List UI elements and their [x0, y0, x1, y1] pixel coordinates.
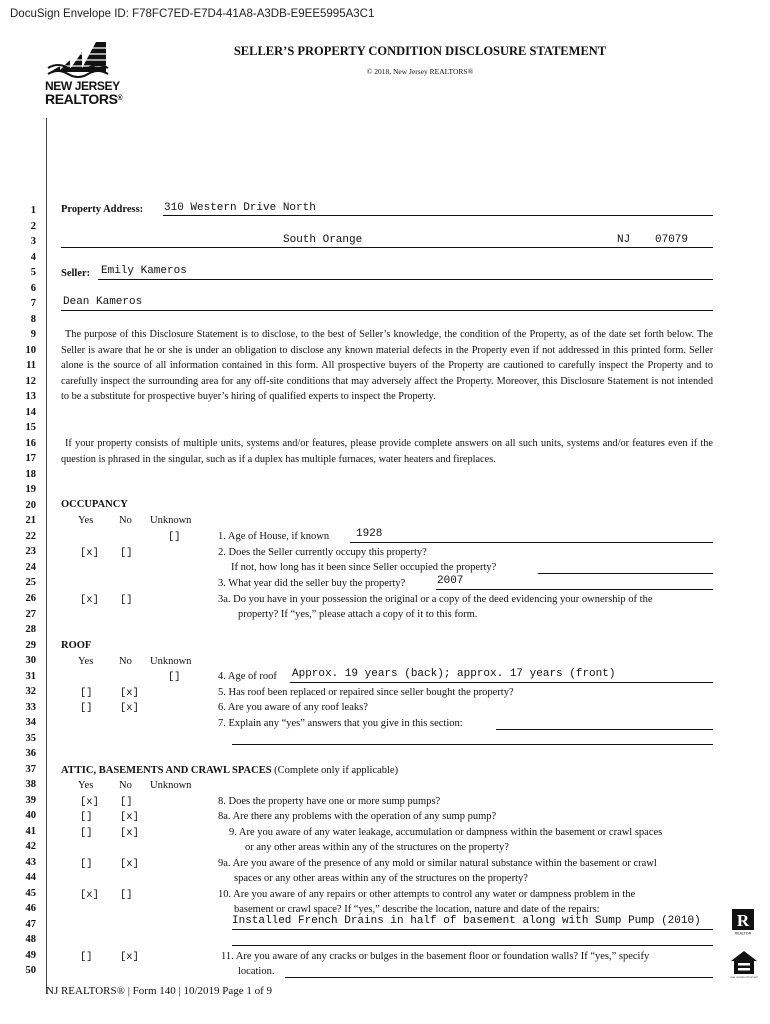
q2-label: 2. Does the Seller currently occupy this property? [218, 547, 427, 558]
line-number: 22 [25, 530, 36, 542]
q8-yes-checkbox[interactable]: [x] [80, 796, 99, 808]
margin-rule [46, 118, 47, 994]
line-number: 40 [25, 810, 36, 822]
line-number: 16 [25, 437, 36, 449]
line-number: 36 [25, 748, 36, 760]
attic-col-unknown: Unknown [150, 780, 192, 791]
seller-field-line[interactable] [98, 268, 713, 280]
city-value: South Orange [283, 234, 363, 246]
q3a-yes-checkbox[interactable]: [x] [80, 594, 99, 606]
envelope-id: DocuSign Envelope ID: F78FC7ED-E7D4-41A8-A3DB-E9EE5995A3C1 [10, 8, 375, 20]
q4-label: 4. Age of roof [218, 671, 277, 682]
logo-text: NEW JERSEY REALTORS® [45, 79, 123, 107]
line-number: 32 [25, 686, 36, 698]
line-number: 43 [25, 856, 36, 868]
line-number: 2 [30, 220, 36, 232]
attic-col-no: No [119, 780, 132, 791]
property-address-value: 310 Western Drive North [164, 202, 316, 214]
q3-label: 3. What year did the seller buy the property? [218, 578, 406, 589]
line-number: 34 [25, 717, 36, 729]
line-number: 20 [25, 499, 36, 511]
q5-no-checkbox[interactable]: [x] [120, 687, 139, 699]
q3a2-label: property? If “yes,” please attach a copy of it to this form. [238, 609, 478, 620]
line-number: 9 [30, 329, 36, 341]
line-number: 47 [25, 918, 36, 930]
line-number: 26 [25, 593, 36, 604]
line-number: 28 [25, 624, 36, 636]
seller1-value: Emily Kameros [101, 265, 187, 277]
line-number: 42 [25, 841, 36, 853]
col-unknown: Unknown [150, 515, 192, 526]
multiunit-paragraph: If your property consists of multiple units, systems and/or features, please provide complete answers on all such units, systems and/or features even if the question is phrased in the singular, such as if a duplex has multiple furnaces, water heaters and fireplaces. [61, 438, 713, 465]
q8a-yes-checkbox[interactable]: [] [80, 811, 93, 823]
line-number: 39 [25, 794, 36, 806]
seller2-field-line[interactable] [61, 299, 713, 311]
q3a-no-checkbox[interactable]: [] [120, 594, 133, 606]
line-number: 18 [25, 468, 36, 480]
q3-field-line[interactable] [436, 578, 713, 590]
q6-label: 6. Are you aware of any roof leaks? [218, 702, 368, 713]
attic-heading-note: (Complete only if applicable) [274, 765, 399, 776]
line-number: 50 [25, 965, 36, 977]
roof-col-unknown: Unknown [150, 656, 192, 667]
q7-field-line-2[interactable] [232, 733, 713, 745]
q10-value: Installed French Drains in half of basement along with Sump Pump (2010) [232, 915, 701, 927]
line-number: 35 [25, 732, 36, 744]
svg-text:R: R [736, 911, 750, 930]
occupancy-heading: OCCUPANCY [61, 499, 128, 510]
equal-housing-caption: EQUAL HOUSING OPPORTUNITY [730, 976, 758, 978]
q1-unknown-checkbox[interactable]: [] [168, 531, 181, 543]
q1-field-line[interactable] [350, 531, 713, 543]
line-number: 41 [25, 825, 36, 837]
q11-yes-checkbox[interactable]: [] [80, 951, 93, 963]
line-number: 5 [30, 267, 36, 279]
line-number: 11 [26, 360, 36, 372]
line-number: 13 [25, 391, 36, 403]
q1-label: 1. Age of House, if known [218, 531, 330, 542]
line-number: 27 [25, 608, 36, 620]
line-number: 33 [25, 701, 36, 713]
line-number: 21 [25, 515, 36, 527]
q10-field-line-2[interactable] [232, 934, 713, 946]
q5-label: 5. Has roof been replaced or repaired since seller bought the property? [218, 687, 514, 698]
q4-unknown-checkbox[interactable]: [] [168, 671, 181, 683]
line-number: 46 [25, 903, 36, 915]
q11-no-checkbox[interactable]: [x] [120, 951, 139, 963]
roof-col-no: No [119, 656, 132, 667]
property-address-label: Property Address: [61, 204, 144, 215]
line-number: 1 [30, 205, 36, 216]
line-number: 12 [25, 375, 36, 387]
q2b-label: If not, how long has it been since Seller occupied the property? [231, 562, 497, 573]
q11b-label: location. [238, 966, 275, 977]
line-number: 23 [25, 546, 36, 558]
q10b-label: basement or crawl space? If “yes,” describe the location, nature and date of the repairs: [234, 904, 600, 915]
q10-no-checkbox[interactable]: [] [120, 889, 133, 901]
line-number: 31 [25, 670, 36, 682]
q9a2-label: spaces or any other areas within any of the structures on the property? [234, 873, 528, 884]
q6-no-checkbox[interactable]: [x] [120, 702, 139, 714]
q9-no-checkbox[interactable]: [x] [120, 827, 139, 839]
line-number: 10 [25, 344, 36, 356]
line-number: 8 [30, 313, 36, 325]
realtor-r-icon [732, 909, 754, 935]
line-number: 48 [25, 934, 36, 946]
q11-field-line[interactable] [285, 966, 713, 978]
q2b-field-line[interactable] [538, 562, 713, 574]
q9-yes-checkbox[interactable]: [] [80, 827, 93, 839]
q2-yes-checkbox[interactable]: [x] [80, 547, 99, 559]
line-number: 19 [25, 484, 36, 496]
q8-label: 8. Does the property have one or more sump pumps? [218, 796, 441, 807]
footer: NJ REALTORS® | Form 140 | 10/2019 Page 1 of 9 [46, 985, 273, 997]
line-number: 44 [25, 872, 36, 884]
col-yes: Yes [78, 515, 94, 526]
q3-value: 2007 [437, 575, 464, 587]
q7-label: 7. Explain any “yes” answers that you give in this section: [218, 718, 463, 729]
q8a-no-checkbox[interactable]: [x] [120, 811, 139, 823]
roof-col-yes: Yes [78, 656, 94, 667]
seller-label: Seller: [61, 268, 91, 279]
q8a-label: 8a. Are there any problems with the operation of any sump pump? [218, 811, 497, 822]
line-number: 15 [25, 422, 36, 434]
line-number: 24 [25, 561, 36, 573]
attic-col-yes: Yes [78, 780, 94, 791]
q10-label: 10. Are you aware of any repairs or other attempts to control any water or dampness problem in the [218, 889, 636, 900]
line-number: 3 [30, 236, 36, 248]
line-number: 6 [30, 282, 36, 294]
q8-no-checkbox[interactable]: [] [120, 796, 133, 808]
realtor-icon-caption: REALTOR [734, 931, 752, 935]
q1-value: 1928 [356, 528, 383, 540]
q2-no-checkbox[interactable]: [] [120, 547, 133, 559]
city-field-line[interactable] [61, 236, 713, 248]
col-no: No [119, 515, 132, 526]
line-number: 7 [30, 298, 36, 310]
q6-yes-checkbox[interactable]: [] [80, 702, 93, 714]
line-number: 17 [25, 453, 36, 465]
q9a-label: 9a. Are you aware of the presence of any mold or similar natural substance within the basement or crawl [218, 858, 657, 869]
q9a-no-checkbox[interactable]: [x] [120, 858, 139, 870]
page-title: SELLER’S PROPERTY CONDITION DISCLOSURE STATEMENT [233, 44, 607, 58]
seller2-value: Dean Kameros [63, 296, 143, 308]
attic-heading-text: ATTIC, BASEMENTS AND CRAWL SPACES [61, 765, 272, 776]
q4-value: Approx. 19 years (back); approx. 17 years (front) [292, 668, 616, 680]
intro-paragraph: The purpose of this Disclosure Statement is to disclose, to the best of Seller’s knowledge, the condition of the Property, as of the date set forth below. The Seller is aware that he or she is under an obligation to disclose any known material defects in the Property even if not addressed in this printed form. Seller alone is the source of all information contained in this form. All prospective buyers of the Property are cautioned to carefully inspect the Property and to carefully inspect the surrounding area for any off-site conditions that may adversely affect the Property. Moreover, this Disclosure Statement is not intended to be a substitute for prospective buyer’s hiring of qualified experts to inspect the Property. [61, 329, 713, 403]
q9b-label: or any other areas within any of the structures on the property? [245, 842, 509, 853]
line-number: 38 [25, 779, 36, 791]
copyright: © 2018, New Jersey REALTORS® [366, 67, 474, 76]
attic-heading [61, 765, 398, 776]
zip-value: 07079 [655, 234, 689, 246]
line-number: 25 [25, 577, 36, 589]
q11-label: 11. Are you aware of any cracks or bulges in the basement floor or foundation walls? If “yes,” specify [221, 951, 650, 962]
line-number: 37 [25, 763, 36, 775]
equal-housing-icon [730, 950, 758, 978]
q7-field-line[interactable] [496, 718, 713, 730]
line-number: 45 [25, 887, 36, 899]
q5-yes-checkbox[interactable]: [] [80, 687, 93, 699]
q9a-yes-checkbox[interactable]: [] [80, 858, 93, 870]
line-number: 14 [25, 406, 36, 418]
line-number: 49 [25, 949, 36, 961]
q10-yes-checkbox[interactable]: [x] [80, 889, 99, 901]
line-number: 30 [25, 655, 36, 667]
line-number: 4 [30, 251, 36, 263]
line-number: 29 [25, 639, 36, 651]
state-value: NJ [617, 234, 631, 246]
q3a-label: 3a. Do you have in your possession the original or a copy of the deed evidencing your ownership of the [218, 594, 653, 605]
q9-label: 9. Are you aware of any water leakage, accumulation or dampness within the basement or crawl spaces [229, 827, 663, 838]
roof-heading: ROOF [61, 640, 92, 651]
